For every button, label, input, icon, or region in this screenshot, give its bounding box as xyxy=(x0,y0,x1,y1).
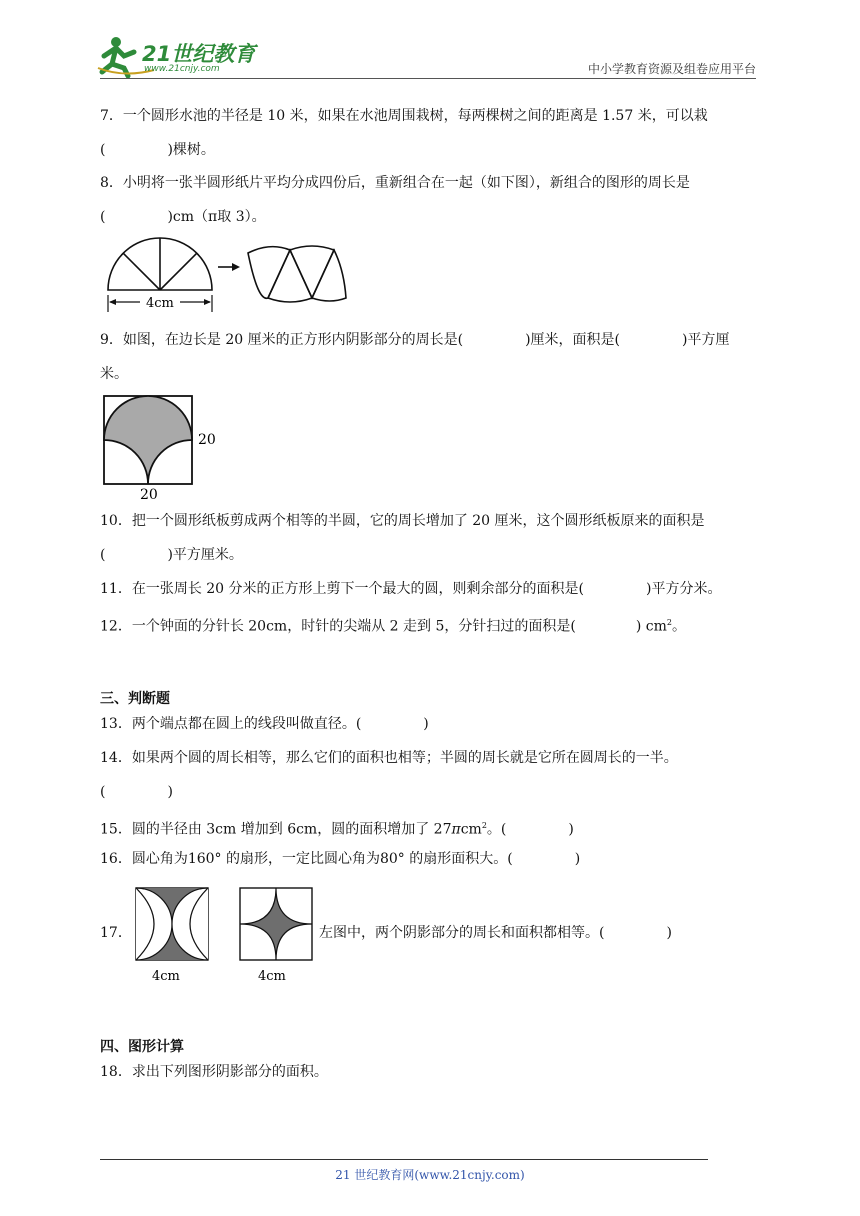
q15-close: ) xyxy=(568,821,574,838)
logo-text: 21世纪教育 xyxy=(142,42,256,66)
q12-line xyxy=(100,613,686,637)
q9-text-c: )平方厘 xyxy=(682,332,730,348)
q14-close: ) xyxy=(167,784,173,800)
q14-line1: 14．如果两个圆的周长相等，那么它们的面积也相等；半圆的周长就是它所在圆周长的一半。 xyxy=(100,750,678,766)
q9-text-b: )厘米，面积是( xyxy=(525,332,621,348)
q9-figure xyxy=(100,392,230,504)
q10-close: )平方厘米。 xyxy=(167,547,243,563)
q9-line2: 米。 xyxy=(100,366,128,382)
header-platform-text: 中小学教育资源及组卷应用平台 xyxy=(587,62,756,76)
q8-fig-label: 4cm xyxy=(146,296,174,311)
footer-text: 21 世纪教育网(www.21cnjy.com) xyxy=(335,1168,525,1182)
q15-open: 。( xyxy=(486,821,507,838)
q9-line1 xyxy=(100,330,730,350)
q15-line xyxy=(100,816,574,840)
q17-figure xyxy=(130,884,320,984)
q12-text-a: 12．一个钟面的分针长 20cm，时针的尖端从 2 走到 5，分针扫过的面积是( xyxy=(100,618,576,635)
q18-line: 18．求出下列图形阴影部分的面积。 xyxy=(100,1064,328,1080)
q17-close: ) xyxy=(666,925,672,941)
q17-line xyxy=(319,923,672,943)
header-divider xyxy=(100,78,756,79)
q8-line2 xyxy=(100,207,266,227)
q17-number: 17． xyxy=(100,925,132,941)
q10-open: ( xyxy=(100,547,106,563)
q16-text: 16．圆心角为160° 的扇形，一定比圆心角为80° 的扇形面积大。( xyxy=(100,851,513,867)
q13-line xyxy=(100,714,429,734)
q8-figure xyxy=(100,230,360,320)
q8-open: ( xyxy=(100,209,106,225)
q17-text: 左图中，两个阴影部分的周长和面积都相等。( xyxy=(319,925,605,941)
q14-open: ( xyxy=(100,784,106,800)
footer-divider xyxy=(100,1159,708,1160)
section-judgement-title: 三、判断题 xyxy=(100,691,170,707)
q7-line1: 7．一个圆形水池的半径是 10 米，如果在水池周围栽树，每两棵树之间的距离是 1.57 米，可以栽 xyxy=(100,108,708,124)
q15-sup: 2 xyxy=(481,821,487,830)
q9-side-label: 20 xyxy=(198,432,216,448)
q17-label-left: 4cm xyxy=(152,969,180,984)
q9-text-a: 9．如图，在边长是 20 厘米的正方形内阴影部分的周长是( xyxy=(100,332,464,348)
q7-close: )棵树。 xyxy=(167,142,215,158)
q11-line xyxy=(100,579,721,599)
q7-open: ( xyxy=(100,142,106,158)
q15-unit: cm xyxy=(460,821,482,838)
logo xyxy=(94,34,264,78)
q10-line1: 10．把一个圆形纸板剪成两个相等的半圆，它的周长增加了 20 厘米，这个圆形纸板原来的面积是 xyxy=(100,513,705,529)
q10-line2 xyxy=(100,545,243,565)
q15-pi: π xyxy=(451,821,461,838)
q17-label-right: 4cm xyxy=(258,969,286,984)
q9-bottom-label: 20 xyxy=(140,487,158,503)
section-calc-title: 四、图形计算 xyxy=(100,1039,184,1055)
q12-text-c: 。 xyxy=(671,618,686,635)
q16-line xyxy=(100,849,580,869)
q11-text-a: 11．在一张周长 20 分米的正方形上剪下一个最大的圆，则剩余部分的面积是( xyxy=(100,581,584,597)
q12-text-b: ) cm xyxy=(635,618,667,635)
q13-close: ) xyxy=(423,716,429,732)
logo-url: www.21cnjy.com xyxy=(144,64,220,74)
q8-close: )cm（π取 3）。 xyxy=(167,209,266,225)
q13-text: 13．两个端点都在圆上的线段叫做直径。( xyxy=(100,716,362,732)
q15-text: 15．圆的半径由 3cm 增加到 6cm，圆的面积增加了 27 xyxy=(100,821,452,838)
q7-line2 xyxy=(100,140,215,160)
q14-line2 xyxy=(100,782,173,802)
q16-close: ) xyxy=(574,851,581,867)
q12-sup: 2 xyxy=(666,618,672,627)
q8-line1: 8．小明将一张半圆形纸片平均分成四份后，重新组合在一起（如下图），新组合的图形的周长是 xyxy=(100,175,690,191)
q11-text-b: )平方分米。 xyxy=(646,581,722,597)
